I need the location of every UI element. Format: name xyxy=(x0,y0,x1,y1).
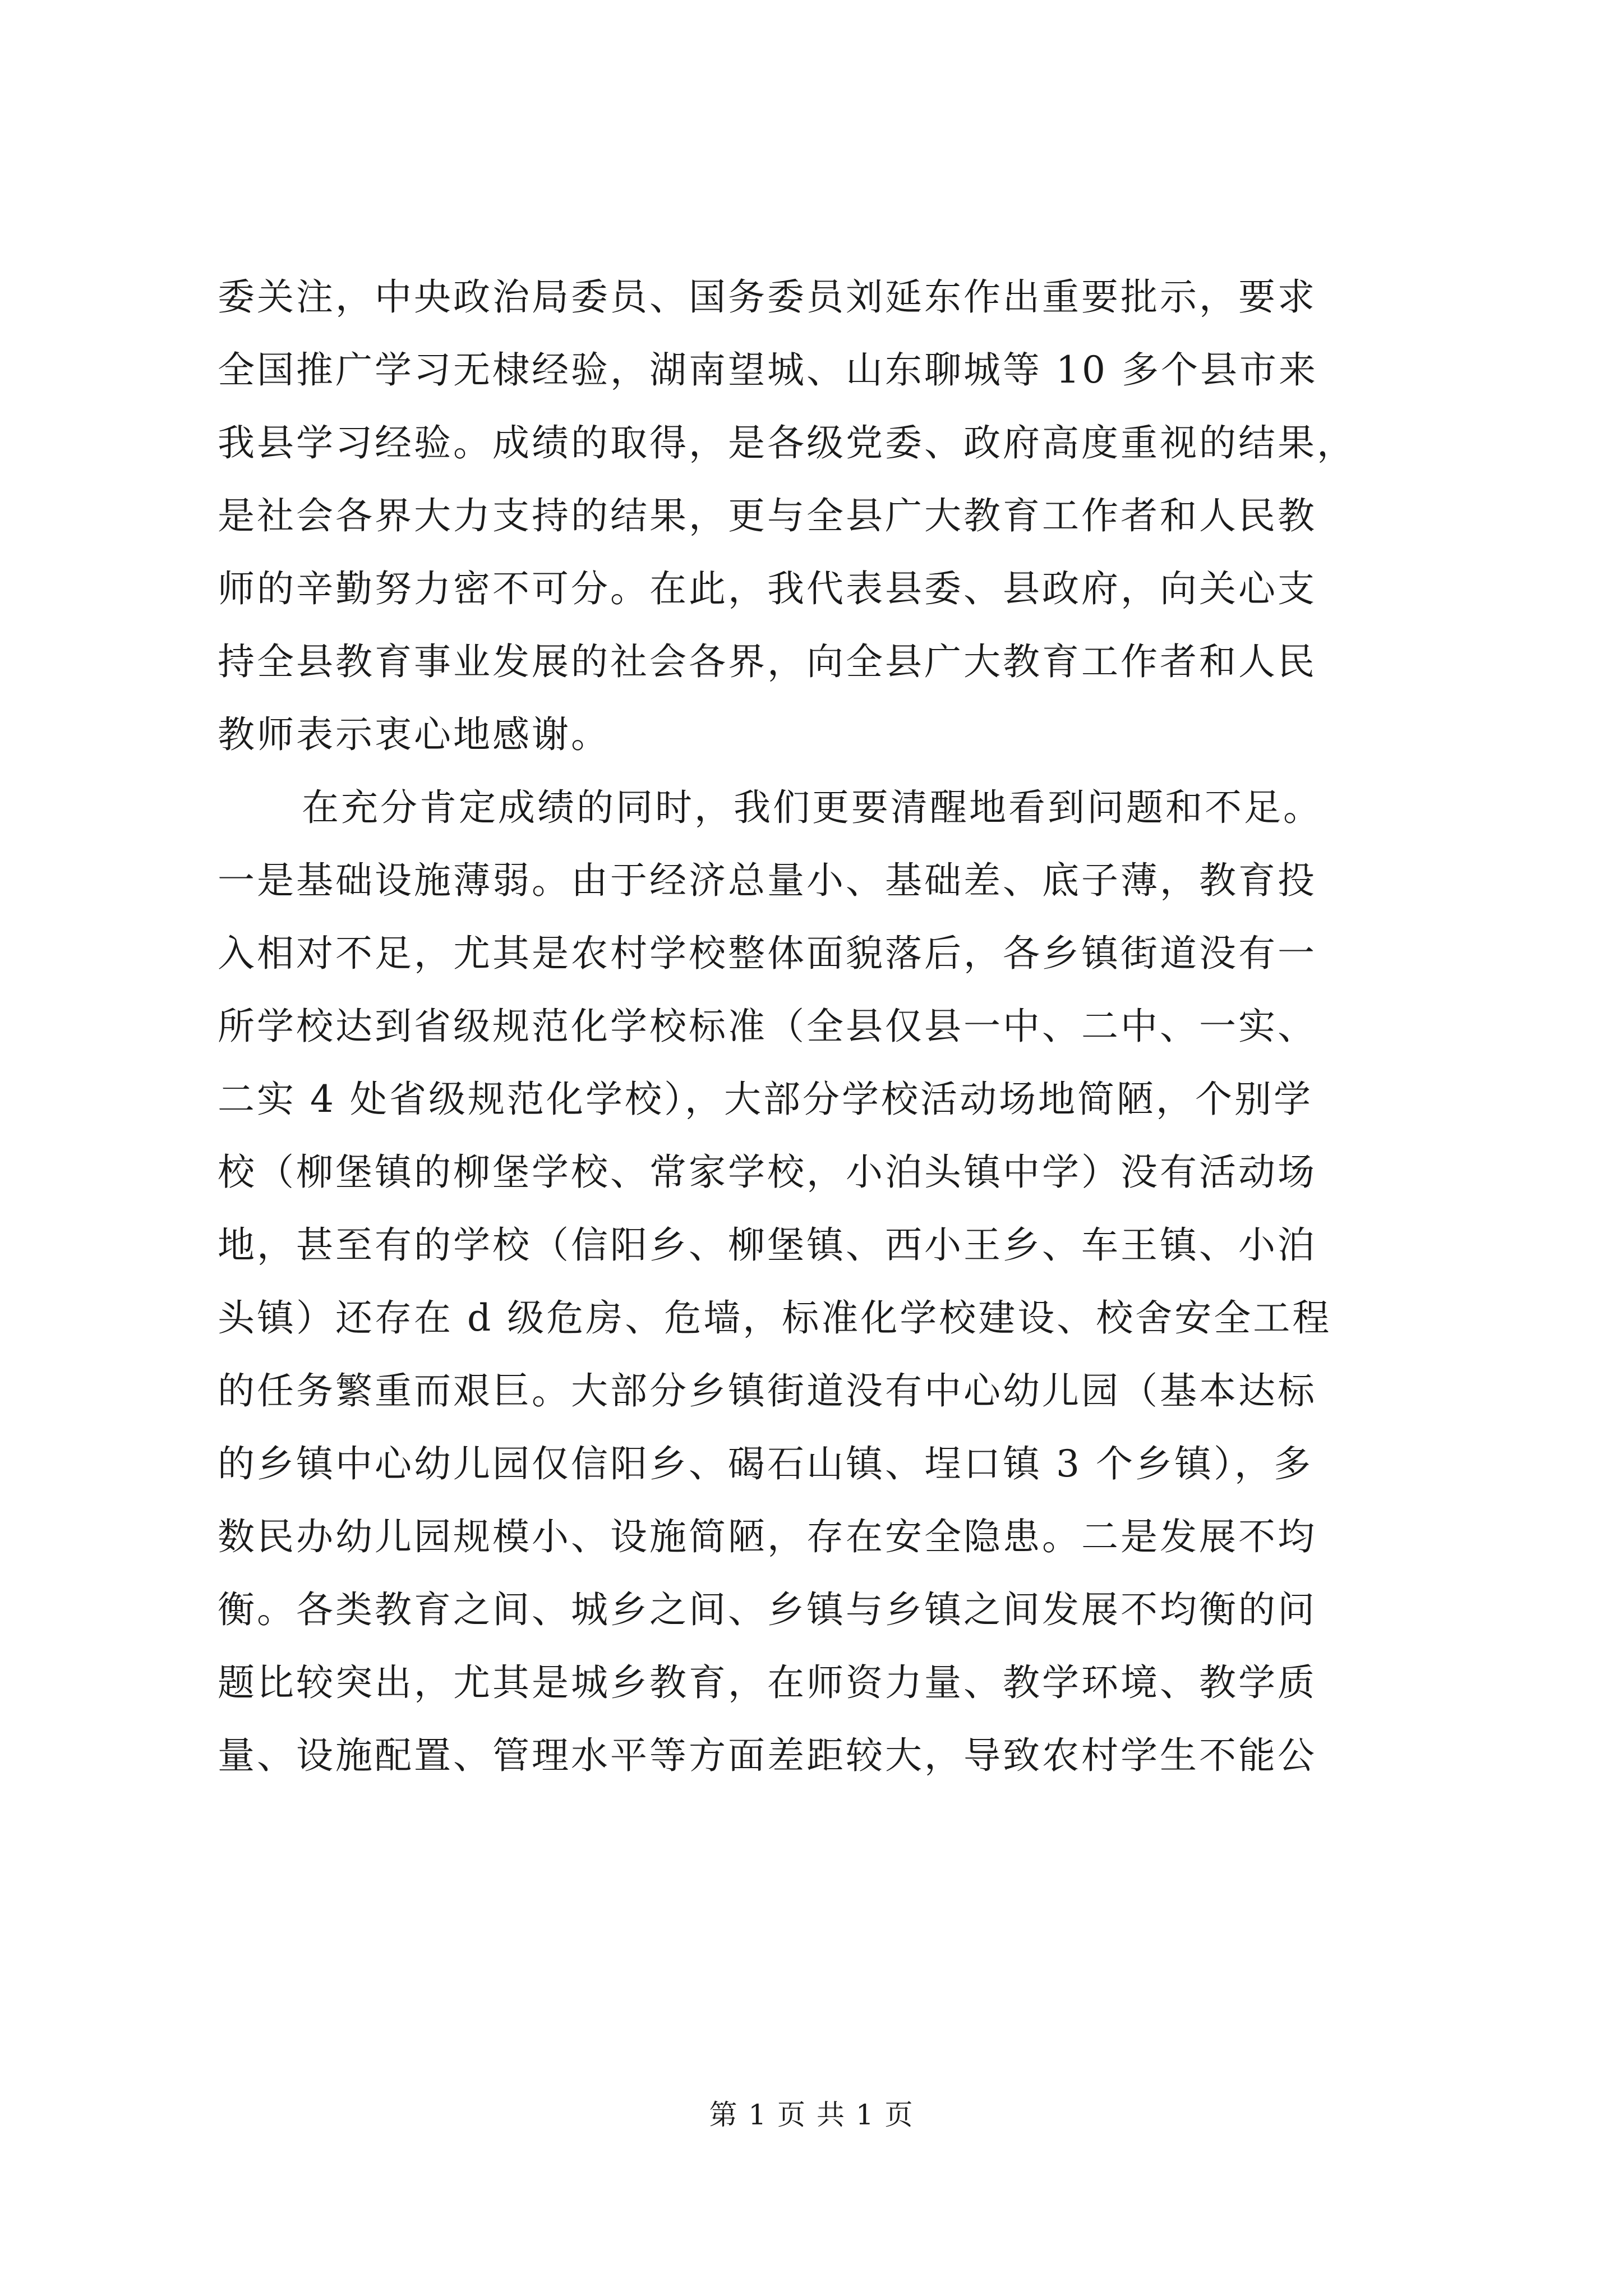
text-line: 一是基础设施薄弱。由于经济总量小、基础差、底子薄，教育投 xyxy=(218,859,1317,902)
text-line: 持全县教育事业发展的社会各界，向全县广大教育工作者和人民 xyxy=(218,640,1317,683)
text-line: 数民办幼儿园规模小、设施简陋，存在安全隐患。二是发展不均 xyxy=(218,1515,1317,1558)
text-line: 师的辛勤努力密不可分。在此，我代表县委、县政府，向关心支 xyxy=(218,567,1317,610)
text-line: 二实 4 处省级规范化学校），大部分学校活动场地简陋，个别学 xyxy=(218,1078,1313,1121)
text-line: 入相对不足，尤其是农村学校整体面貌落后，各乡镇街道没有一 xyxy=(218,932,1317,975)
text-line: 委关注，中央政治局委员、国务委员刘延东作出重要批示，要求 xyxy=(218,275,1317,319)
text-line: 教师表示衷心地感谢。 xyxy=(218,713,610,756)
text-line: 题比较突出，尤其是城乡教育，在师资力量、教学环境、教学质 xyxy=(218,1661,1317,1704)
text-line: 所学校达到省级规范化学校标准（全县仅县一中、二中、一实、 xyxy=(218,1005,1317,1048)
text-line: 是社会各界大力支持的结果，更与全县广大教育工作者和人民教 xyxy=(218,494,1317,537)
text-line: 量、设施配置、管理水平等方面差距较大，导致农村学生不能公 xyxy=(218,1734,1317,1777)
text-line: 校（柳堡镇的柳堡学校、常家学校，小泊头镇中学）没有活动场 xyxy=(218,1151,1317,1194)
text-line: 地，甚至有的学校（信阳乡、柳堡镇、西小王乡、车王镇、小泊 xyxy=(218,1223,1317,1267)
text-line: 全国推广学习无棣经验，湖南望城、山东聊城等 10 多个县市来 xyxy=(218,348,1318,392)
text-line: 衡。各类教育之间、城乡之间、乡镇与乡镇之间发展不均衡的问 xyxy=(218,1588,1317,1631)
page-footer: 第 1 页 共 1 页 xyxy=(709,2099,914,2131)
body-text xyxy=(218,261,1407,1792)
text-line: 我县学习经验。成绩的取得，是各级党委、政府高度重视的结果， xyxy=(218,421,1356,464)
text-line: 的乡镇中心幼儿园仅信阳乡、碣石山镇、埕口镇 3 个乡镇），多 xyxy=(218,1442,1313,1485)
paragraph-start-line: 在充分肯定成绩的同时，我们更要清醒地看到问题和不足。 xyxy=(302,786,1322,829)
text-line: 的任务繁重而艰巨。大部分乡镇街道没有中心幼儿园（基本达标 xyxy=(218,1369,1317,1412)
text-line: 头镇）还存在 d 级危房、危墙，标准化学校建设、校舍安全工程 xyxy=(218,1296,1332,1340)
